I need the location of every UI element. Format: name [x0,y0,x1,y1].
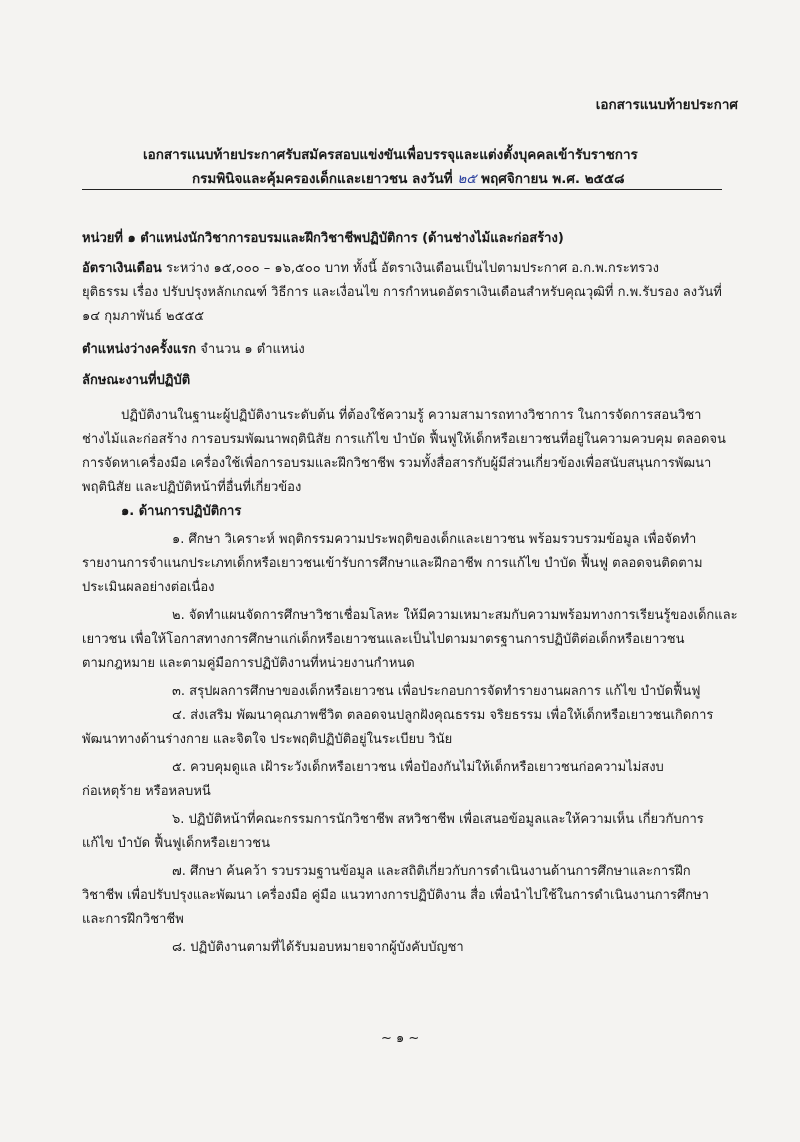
job-nature-line: พฤตินิสัย และปฏิบัติหน้าที่อื่นที่เกี่ยวข้อง [82,480,302,495]
operation-item-line: ๔. ส่งเสริม พัฒนาคุณภาพชีวิต ตลอดจนปลูกฝังคุณธรรม จริยธรรม เพื่อให้เด็กหรือเยาวชนเกิดการ [172,708,714,723]
salary-label: อัตราเงินเดือน [82,261,162,276]
salary-line-3: ๑๔ กุมภาพันธ์ ๒๕๕๕ [82,309,205,324]
salary-text: ระหว่าง ๑๕,๐๐๐ – ๑๖,๕๐๐ บาท ทั้งนี้ อัตราเงินเดือนเป็นไปตามประกาศ อ.ก.พ.กระทรวง [165,261,659,276]
vacancy-line [82,343,305,356]
job-nature-line: ช่างไม้และก่อสร้าง การอบรมพัฒนาพฤตินิสัย การแก้ไข บำบัด ฟื้นฟูให้เด็กหรือเยาวชนที่อยู่ในความควบคุม ตลอดจน [82,432,726,447]
vacancy-value: จำนวน ๑ ตำแหน่ง [200,342,305,357]
operation-item-line: ก่อเหตุร้าย หรือหลบหนี [82,784,211,799]
operation-item-line: ๒. จัดทำแผนจัดการศึกษาวิชาเชื่อมโลหะ ให้มีความเหมาะสมกับความพร้อมทางการเรียนรู้ของเด็กและ [172,608,738,623]
vacancy-label: ตำแหน่งว่างครั้งแรก [82,342,197,357]
title-underline [82,189,722,190]
page-number: ~ ๑ ~ [381,1031,420,1046]
operation-item-line: ประเมินผลอย่างต่อเนื่อง [82,580,215,595]
job-nature-line: การจัดหาเครื่องมือ เครื่องใช้เพื่อการอบรมและฝึกวิชาชีพ รวมทั้งสื่อสารกับผู้มีส่วนเกี่ยวข้องเพื่อสนับสนุนการพัฒนา [82,456,712,471]
operation-item-line: และการฝึกวิชาชีพ [82,912,184,927]
title-line-1: เอกสารแนบท้ายประกาศรับสมัครสอบแข่งขันเพื่อบรรจุและแต่งตั้งบุคคลเข้ารับราชการ [143,147,638,163]
operation-item-line: ๘. ปฏิบัติงานตามที่ได้รับมอบหมายจากผู้บังคับบัญชา [172,940,464,955]
operation-item-line: ๗. ศึกษา ค้นคว้า รวบรวมฐานข้อมูล และสถิติเกี่ยวกับการดำเนินงานด้านการศึกษาและการฝึก [172,864,691,879]
operation-item-line: ๕. ควบคุมดูแล เฝ้าระวังเด็กหรือเยาวชน เพื่อป้องกันไม่ให้เด็กหรือเยาวชนก่อความไม่สงบ [172,760,664,775]
operation-item-line: ๓. สรุปผลการศึกษาของเด็กหรือเยาวชน เพื่อประกอบการจัดทำรายงานผลการ แก้ไข บำบัดฟื้นฟู [172,684,701,699]
job-nature-heading: ลักษณะงานที่ปฏิบัติ [82,373,191,388]
operation-item-line: ๖. ปฏิบัติหน้าที่คณะกรรมการนักวิชาชีพ สหวิชาชีพ เพื่อเสนอข้อมูลและให้ความเห็น เกี่ยวกับการ [172,812,704,827]
annex-label: เอกสารแนบท้ายประกาศ [595,97,738,113]
unit-heading: หน่วยที่ ๑ ตำแหน่งนักวิชาการอบรมและฝึกวิชาชีพปฏิบัติการ (ด้านช่างไม้และก่อสร้าง) [82,231,564,246]
operation-item-line: พัฒนาทางด้านร่างกาย และจิตใจ ประพฤติปฏิบัติอยู่ในระเบียบ วินัย [82,732,453,747]
salary-line-2: ยุติธรรม เรื่อง ปรับปรุงหลักเกณฑ์ วิธีการ และเงื่อนไข การกำหนดอัตราเงินเดือนสำหรับคุณวุฒิที่ ก.พ.รับรอง ลงวันที่ [82,285,722,300]
handwritten-day: ๒๕ [457,171,477,187]
operation-item-line: แก้ไข บำบัด ฟื้นฟูเด็กหรือเยาวชน [82,836,270,851]
salary-line-1 [82,262,659,275]
operation-item-line: เยาวชน เพื่อให้โอกาสทางการศึกษาแก่เด็กหรือเยาวชนและเป็นไปตามมาตรฐานการปฏิบัติต่อเด็กหรือเยาวชน [82,632,685,647]
operation-item-line: วิชาชีพ เพื่อปรับปรุงและพัฒนา เครื่องมือ คู่มือ แนวทางการปฏิบัติงาน สื่อ เพื่อนำไปใช้ในการดำเนินงานการศึกษา [82,888,709,903]
title-line-2-prefix: กรมพินิจและคุ้มครองเด็กและเยาวชน ลงวันที่ [192,171,453,187]
operation-item-line: ตามกฎหมาย และตามคู่มือการปฏิบัติงานที่หน่วยงานกำหนด [82,656,415,671]
title-line-2 [192,167,625,189]
operations-heading: ๑. ด้านการปฏิบัติการ [121,504,242,519]
operation-item-line: รายงานการจำแนกประเภทเด็กหรือเยาวชนเข้ารับการศึกษาและฝึกอาชีพ การแก้ไข บำบัด ฟื้นฟู ตลอดจนติดตาม [82,556,703,571]
title-line-2-suffix: พฤศจิกายน พ.ศ. ๒๕๕๘ [481,171,625,187]
operation-item-line: ๑. ศึกษา วิเคราะห์ พฤติกรรมความประพฤติของเด็กและเยาวชน พร้อมรวบรวมข้อมูล เพื่อจัดทำ [172,532,697,547]
job-nature-line: ปฏิบัติงานในฐานะผู้ปฏิบัติงานระดับต้น ที่ต้องใช้ความรู้ ความสามารถทางวิชาการ ในการจัดการสอนวิชา [121,408,702,423]
